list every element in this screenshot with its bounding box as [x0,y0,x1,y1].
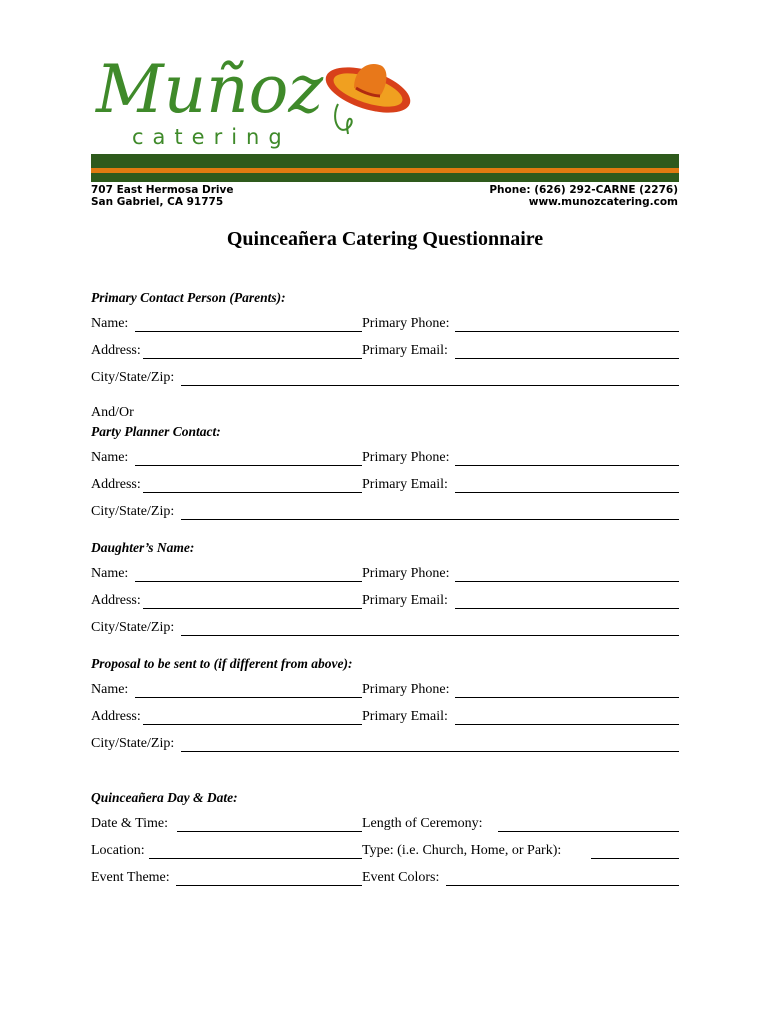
daughter-city-label: City/State/Zip: [91,620,175,635]
proposal-email-label: Primary Email: [362,709,448,724]
planner-name-field[interactable] [135,465,362,466]
logo-wordmark: Muñoz [96,51,324,128]
company-website: www.munozcatering.com [528,196,678,208]
primary-name-label: Name: [91,316,129,331]
address-line-2: San Gabriel, CA 91775 [91,196,224,208]
proposal-name-row [91,682,679,700]
header-bar-green-lower [91,173,679,182]
daughter-address-label: Address: [91,593,141,608]
header-bar-green [91,154,679,168]
planner-phone-label: Primary Phone: [362,450,450,465]
daughter-address-field[interactable] [143,608,362,609]
sombrero-icon [320,58,415,134]
primary-address-row [91,343,679,361]
proposal-address-label: Address: [91,709,141,724]
planner-phone-field[interactable] [455,465,679,466]
daughter-address-row [91,593,679,611]
proposal-address-field[interactable] [143,724,362,725]
planner-name-label: Name: [91,450,129,465]
company-contact [489,184,678,208]
primary-phone-label: Primary Phone: [362,316,450,331]
event-colors-field[interactable] [446,885,679,886]
event-location-row [91,843,679,861]
daughter-name-field[interactable] [135,581,362,582]
page-title: Quinceañera Catering Questionnaire [226,228,544,250]
quinceanera-date-heading: Quinceañera Day & Date: [91,790,238,805]
event-theme-field[interactable] [176,885,362,886]
daughter-name-heading: Daughter’s Name: [91,540,195,555]
daughter-name-label: Name: [91,566,129,581]
ceremony-length-label: Length of Ceremony: [362,816,483,831]
daughter-email-field[interactable] [455,608,679,609]
venue-type-label: Type: (i.e. Church, Home, or Park): [362,843,562,858]
primary-address-label: Address: [91,343,141,358]
event-theme-label: Event Theme: [91,870,170,885]
primary-contact-heading: Primary Contact Person (Parents): [91,290,286,305]
venue-type-field[interactable] [591,858,679,859]
location-label: Location: [91,843,145,858]
primary-email-field[interactable] [455,358,679,359]
proposal-name-field[interactable] [135,697,362,698]
primary-name-field[interactable] [135,331,362,332]
event-date-row [91,816,679,834]
ceremony-length-field[interactable] [498,831,679,832]
munoz-catering-logo [92,40,422,155]
primary-address-field[interactable] [143,358,362,359]
planner-address-row [91,477,679,495]
proposal-city-label: City/State/Zip: [91,736,175,751]
party-planner-heading: Party Planner Contact: [91,424,221,439]
planner-address-field[interactable] [143,492,362,493]
primary-name-row [91,316,679,334]
daughter-city-row [91,620,679,638]
primary-city-label: City/State/Zip: [91,370,175,385]
event-colors-label: Event Colors: [362,870,440,885]
proposal-city-field[interactable] [181,751,679,752]
and-or-text: And/Or [91,405,134,420]
event-theme-row [91,870,679,888]
planner-city-row [91,504,679,522]
address-line-1: 707 East Hermosa Drive [91,184,234,196]
daughter-phone-label: Primary Phone: [362,566,450,581]
planner-address-label: Address: [91,477,141,492]
planner-email-field[interactable] [455,492,679,493]
primary-phone-field[interactable] [455,331,679,332]
daughter-email-label: Primary Email: [362,593,448,608]
proposal-name-label: Name: [91,682,129,697]
planner-email-label: Primary Email: [362,477,448,492]
primary-email-label: Primary Email: [362,343,448,358]
proposal-phone-field[interactable] [455,697,679,698]
proposal-email-field[interactable] [455,724,679,725]
primary-city-row [91,370,679,388]
date-time-field[interactable] [177,831,362,832]
proposal-address-row [91,709,679,727]
planner-city-field[interactable] [181,519,679,520]
date-time-label: Date & Time: [91,816,169,831]
primary-city-field[interactable] [181,385,679,386]
company-phone: Phone: (626) 292-CARNE (2276) [489,184,678,196]
proposal-phone-label: Primary Phone: [362,682,450,697]
daughter-phone-field[interactable] [455,581,679,582]
proposal-city-row [91,736,679,754]
planner-name-row [91,450,679,468]
daughter-name-row [91,566,679,584]
company-address [91,184,233,208]
proposal-recipient-heading: Proposal to be sent to (if different from above): [91,656,353,671]
daughter-city-field[interactable] [181,635,679,636]
location-field[interactable] [149,858,362,859]
planner-city-label: City/State/Zip: [91,504,175,519]
logo-subtitle: catering [132,125,291,149]
